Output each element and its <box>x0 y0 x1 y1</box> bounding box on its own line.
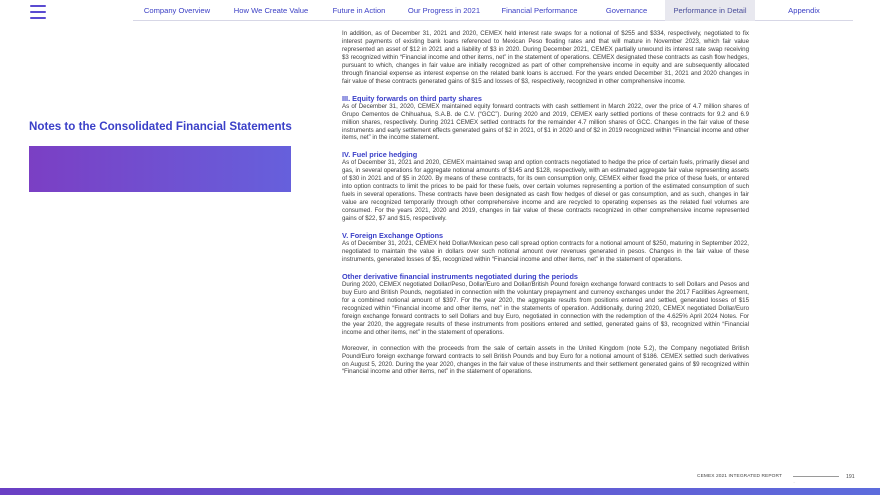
equity-forwards-paragraph: As of December 31, 2020, CEMEX maintained equity forward contracts with cash settlement in March 2022, over the price of 4.7 million shares of Grupo Cementos de Chihuahua, S.A.B. de C.V. (“GCC”). During 2020 and 2019, CEMEX early settled portions of these contracts for 9.2 and 6.9 million shares, respectively. During 2021 CEMEX settled contracts for the remainder 4.7 million shares of GCC. Changes in the fair value of these instruments and early settlement effects generated gains of $2 in 2021, of $1 in 2020 and of $2 in 2019 recognized within “Financial income and other items, net” in the income statement. <box>342 102 749 142</box>
nav-performance-in-detail[interactable]: Performance in Detail <box>665 0 755 21</box>
top-navigation <box>133 0 853 21</box>
bottom-gradient-bar <box>0 488 880 495</box>
other-derivatives-paragraph: During 2020, CEMEX negotiated Dollar/Peso, Dollar/Euro and Dollar/British Pound foreign exchange forward contracts to sell Dollars and Pesos and buy Euro and British Pounds, negotiated in connection with the voluntary prepayment and currency exchanges under the 2017 Facilities Agreement, for a combined notional amount of $397. For the year 2020, the aggregate results from positions entered and settled, generated losses of $15 recognized within “Financial income and other items, net” in the statements of operation. Additionally, during 2020, CEMEX negotiated Dollar/Euro foreign exchange forward contracts to sell Dollars and buy Euro, negotiated in connection with the redemption of the 4.625% April 2024 Notes. For the year 2020, the aggregate results of these instruments from positions entered and settled, generated gains of $3, recognized within “Financial income and other items, net” in the statement of operations. <box>342 280 749 336</box>
fx-options-heading: V. Foreign Exchange Options <box>342 231 444 241</box>
nav-how-we-create-value[interactable]: How We Create Value <box>233 6 309 15</box>
nav-appendix[interactable]: Appendix <box>788 6 820 15</box>
nav-our-progress-2021[interactable]: Our Progress in 2021 <box>407 6 481 15</box>
intro-paragraph: In addition, as of December 31, 2021 and 2020, CEMEX held interest rate swaps for a notional of $255 and $334, respectively, negotiated to fix interest payments of existing bank loans referenced to Mexican Peso floating rates and that will mature in November 2023, which fair value represented an asset of $12 in 2021 and a liability of $3 in 2020. During December 2021, CEMEX partially unwound its interest rate swap receiving $3 recognized within “Financial income and other items, net” in the statement of operations. CEMEX designated these contracts as cash flow hedges, pursuant to which, changes in fair value are initially recognized as part of other comprehensive income in equity and are subsequently allocated through financial expense as interest expense on the related bank loans is accrued. For the years ended December 31, 2021 and 2020 changes in fair value of these contracts generated gains of $15 and losses of $3, respectively, recognized in other comprehensive income. <box>342 30 749 85</box>
nav-financial-performance[interactable]: Financial Performance <box>501 6 578 15</box>
document-body <box>342 30 749 376</box>
other-derivatives-heading: Other derivative financial instruments negotiated during the periods <box>342 271 578 281</box>
nav-future-in-action[interactable]: Future in Action <box>332 6 386 15</box>
section-banner <box>29 146 291 192</box>
fx-options-paragraph: As of December 31, 2021, CEMEX held Dollar/Mexican peso call spread option contracts for a notional amount of $250, maturing in September 2022, negotiated to maintain the value in dollars over such notional amount over revenues generated in pesos. Changes in the fair value of these instruments, generated losses of $5, recognized within “Financial income and other items, net” in the statement of operations. <box>342 240 749 263</box>
footer-subtext: ... <box>793 480 796 484</box>
fuel-price-paragraph: As of December 31, 2021 and 2020, CEMEX maintained swap and option contracts negotiated to hedge the price of certain fuels, primarily diesel and gas, in several operations for aggregate notional amounts of $145 and $128, respectively, with an estimated aggregate fair value representing assets of $30 in 2021 and of $5 in 2020. By means of these contracts, for its own consumption only, CEMEX either fixed the price of these fuels, or entered into option contracts to limit the prices to be paid for these fuels, over certain volumes representing a portion of the estimated consumption of such fuels in several operations. These contracts have been designated as cash flow hedges of diesel or gas consumption, and as such, changes in fair value are recognized temporarily through other comprehensive income and are recycled to operating expenses as the related fuel volumes are consumed. For the years 2021, 2020 and 2019, changes in fair value of these contracts recognized in other comprehensive income represented gains of $22, $7 and $15, respectively. <box>342 159 749 223</box>
section-title: Notes to the Consolidated Financial Statements <box>29 120 292 133</box>
footer-divider <box>793 476 839 477</box>
fuel-price-heading: IV. Fuel price hedging <box>342 150 418 160</box>
nav-governance[interactable]: Governance <box>605 6 648 15</box>
hamburger-menu-icon[interactable] <box>30 5 46 19</box>
equity-forwards-heading: III. Equity forwards on third party shares <box>342 93 482 103</box>
page-number: 191 <box>846 474 855 480</box>
nav-company-overview[interactable]: Company Overview <box>143 6 211 15</box>
report-title: CEMEX 2021 INTEGRATED REPORT <box>697 474 782 479</box>
other-derivatives-paragraph-2: Moreover, in connection with the proceeds from the sale of certain assets in the United Kingdom (note 5.2), the Company negotiated British Pound/Euro foreign exchange forward contracts to sell British Pounds and buy Euro for a notional amount of $186. CEMEX settled such derivatives on August 5, 2020. During the year 2020, changes in the fair value of these instruments and their settlement generated gains of $9 recognized within “Financial income and other items, net” in the statement of operations. <box>342 344 749 376</box>
